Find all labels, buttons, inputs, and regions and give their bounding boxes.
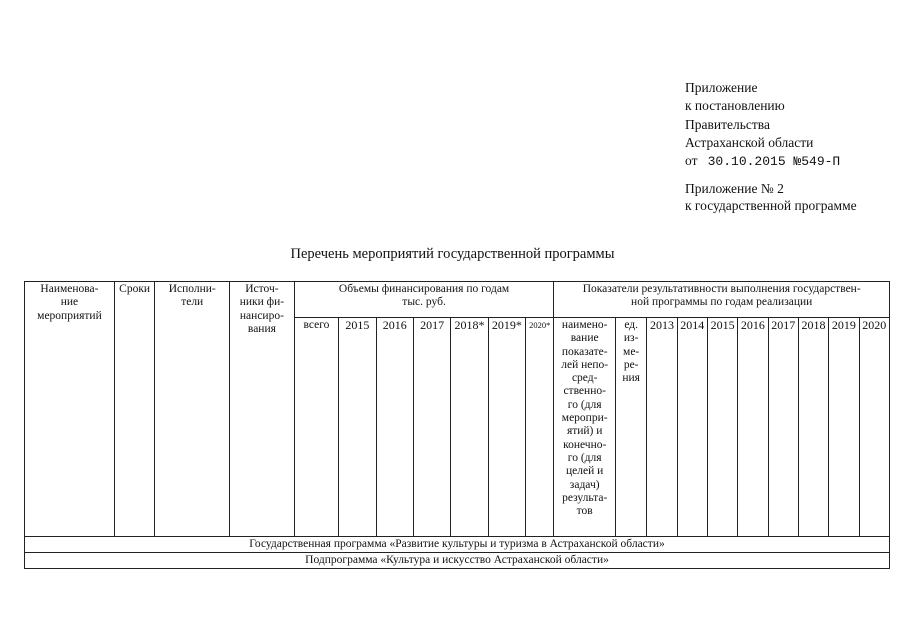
header-cell-indicator-year: 2015: [707, 318, 737, 537]
header-cell-indicator-name: [554, 318, 616, 537]
header-label: Наименова- ние мероприятий: [37, 283, 102, 322]
header-cell-funding: [294, 282, 554, 318]
document-title: Перечень мероприятий государственной программы: [290, 246, 615, 262]
header-cell-indicator-year: 2014: [677, 318, 707, 537]
measures-table: [24, 281, 890, 569]
header-label: Источ- ники фи- нансиро- вания: [239, 283, 285, 335]
header-cell-indicator-year: 2020: [859, 318, 890, 537]
header-cell-executors: [155, 282, 230, 537]
header-label: Показатели результативности выполнения государствен- ной программы по годам реализации: [582, 283, 861, 309]
header-cell-indicator-year: 2019: [829, 318, 859, 537]
header-cell-indicator-year: 2018: [798, 318, 828, 537]
header-label: наимено- вание показате- лей непо- сред- ственно- го (для меропри- ятий) и конечно- го (для целей и задач) результа- тов: [561, 319, 609, 518]
appendix-line: к постановлению: [685, 98, 785, 114]
subprogram-row: Подпрограмма «Культура и искусство Астраханской области»: [25, 553, 890, 569]
table-header-row: [25, 282, 890, 318]
table-row: [25, 537, 890, 553]
header-cell-funding-year: 2015: [339, 318, 376, 537]
appendix2-line2: к государственной программе: [685, 198, 857, 213]
program-row: Государственная программа «Развитие культуры и туризма в Астраханской области»: [25, 537, 890, 553]
header-cell-name: [25, 282, 115, 537]
header-label: ед. из- ме- ре- ния: [622, 319, 640, 385]
decree-date-line: [685, 152, 840, 171]
header-cell-funding-year: 2020*: [526, 318, 554, 537]
decree-date-prefix: от: [685, 153, 698, 169]
header-label: Сроки: [119, 283, 151, 295]
appendix-block: [685, 79, 840, 171]
header-label: Объемы финансирования по годам тыс. руб.: [338, 283, 510, 309]
header-cell-funding-year: 2017: [413, 318, 450, 537]
header-cell-indicator-year: 2017: [768, 318, 798, 537]
header-cell-indicator-year: 2016: [738, 318, 768, 537]
header-label: Исполни- тели: [168, 283, 216, 309]
header-cell-indicator-unit: [616, 318, 647, 537]
appendix2-block: [685, 180, 857, 214]
header-cell-funding-total: всего: [294, 318, 338, 537]
header-cell-funding-year: 2019*: [488, 318, 525, 537]
decree-date-value: 30.10.2015 №549-П: [707, 154, 841, 170]
table-row: [25, 553, 890, 569]
appendix-line: Астраханской области: [685, 134, 814, 150]
header-cell-indicators: [554, 282, 890, 318]
appendix-line: Правительства: [685, 116, 770, 132]
appendix2-line1: Приложение № 2: [685, 181, 784, 196]
header-cell-funding-year: 2016: [376, 318, 413, 537]
header-cell-funding-year: 2018*: [451, 318, 488, 537]
header-cell-terms: [114, 282, 154, 537]
header-cell-indicator-year: 2013: [647, 318, 677, 537]
appendix-line: Приложение: [685, 80, 758, 95]
header-cell-sources: [230, 282, 295, 537]
